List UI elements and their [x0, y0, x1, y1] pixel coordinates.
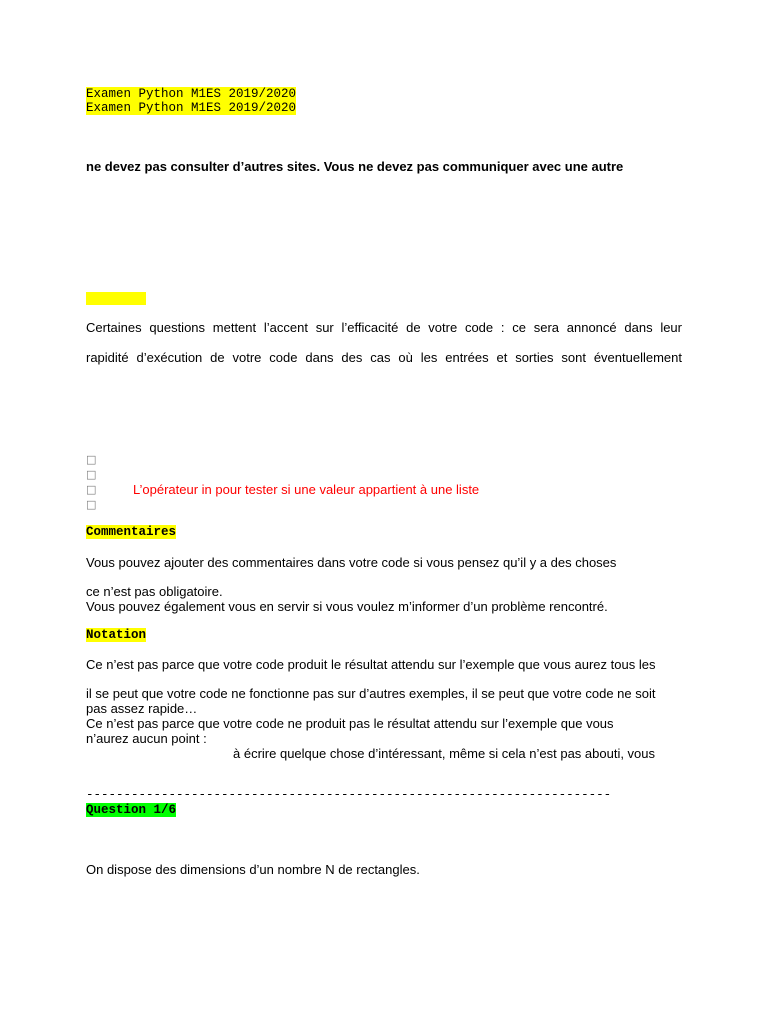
- notation-line-6: à écrire quelque chose d’intéressant, même si cela n’est pas abouti, vous: [233, 746, 656, 761]
- notation-line-5: n’aurez aucun point :: [86, 731, 207, 746]
- exam-title-line-2: Examen Python M1ES 2019/2020: [86, 101, 297, 115]
- checkbox-bullet-icon: □: [86, 483, 97, 496]
- warning-text: ne devez pas consulter d’autres sites. Vous ne devez pas communiquer avec une autre: [86, 159, 624, 174]
- bullet-item-in-operator: L’opérateur in pour tester si une valeur appartient à une liste: [133, 482, 480, 497]
- checkbox-bullet-icon: □: [86, 453, 97, 466]
- notation-heading: Notation: [86, 628, 147, 642]
- comments-heading: Commentaires: [86, 525, 177, 539]
- notation-line-1: Ce n’est pas parce que votre code produit le résultat attendu sur l’exemple que vous aurez tous les: [86, 657, 656, 672]
- comments-line-2: ce n’est pas obligatoire.: [86, 584, 223, 599]
- question-separator: ----------------------------------------------------------------------: [86, 788, 612, 802]
- comments-line-1: Vous pouvez ajouter des commentaires dans votre code si vous pensez qu’il y a des choses: [86, 555, 617, 570]
- exam-title-line-1: Examen Python M1ES 2019/2020: [86, 87, 297, 101]
- notation-line-2: il se peut que votre code ne fonctionne pas sur d’autres exemples, il se peut que votre code ne soit: [86, 686, 656, 701]
- question-statement: On dispose des dimensions d’un nombre N de rectangles.: [86, 862, 420, 877]
- notation-line-3: pas assez rapide…: [86, 701, 198, 716]
- question-label: Question 1/6: [86, 803, 177, 817]
- notation-line-4: Ce n’est pas parce que votre code ne produit pas le résultat attendu sur l’exemple que vous: [86, 716, 614, 731]
- efficiency-line-2: rapidité d’exécution de votre code dans des cas où les entrées et sorties sont éventuellement: [86, 350, 682, 365]
- highlight-block: [86, 292, 146, 305]
- checkbox-bullet-icon: □: [86, 498, 97, 511]
- checkbox-bullet-icon: □: [86, 468, 97, 481]
- efficiency-line-1: Certaines questions mettent l’accent sur l’efficacité de votre code : ce sera annoncé dans leur: [86, 320, 682, 335]
- comments-line-3: Vous pouvez également vous en servir si vous voulez m’informer d’un problème rencontré.: [86, 599, 608, 614]
